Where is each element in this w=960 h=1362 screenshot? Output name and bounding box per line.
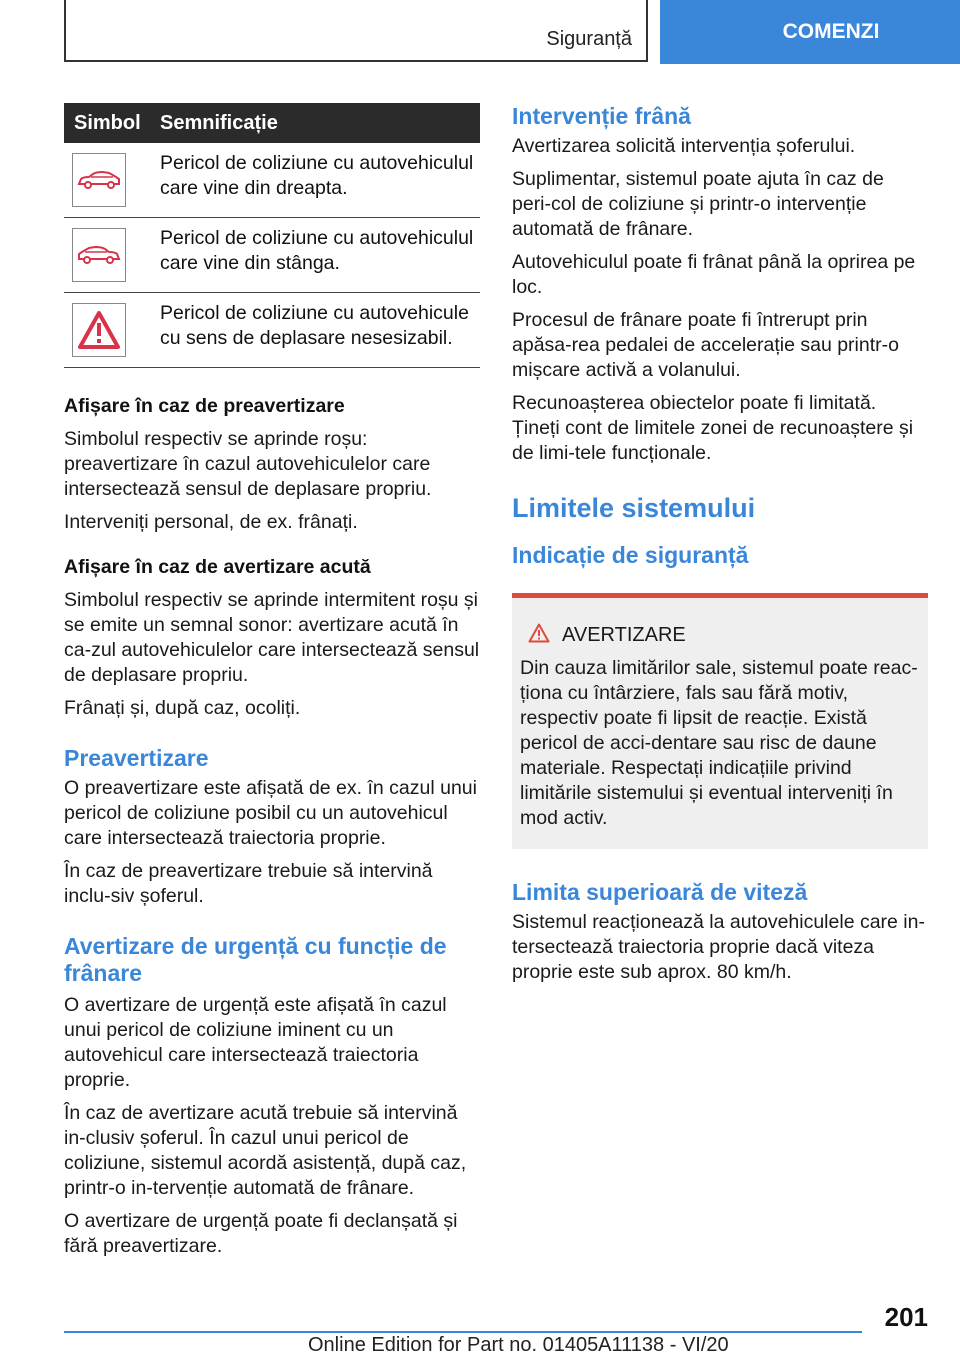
warning-triangle-icon <box>528 623 550 648</box>
paragraph: Frânați și, după caz, ocoliți. <box>64 697 301 719</box>
heading-brake-intervention: Intervenție frână <box>512 103 691 129</box>
header-frame <box>64 0 648 62</box>
row-text: Pericol de coliziune cu autovehiculul care vine din stânga. <box>160 218 480 293</box>
heading-speed-limit: Limita superioară de viteză <box>512 879 808 905</box>
paragraph: O avertizare de urgență este afișată în cazul unui pericol de coliziune iminent cu un autovehicul care intersectează traiectoria proprie. <box>64 994 447 1091</box>
section-title: Siguranță <box>546 28 632 50</box>
heading-emergency: Avertizare de urgență cu funcție de frânare <box>64 933 447 986</box>
paragraph: Procesul de frânare poate fi întrerupt prin apăsa-rea pedalei de accelerație sau printr-o mișcare activă a volanului. <box>512 309 899 381</box>
row-text: Pericol de coliziune cu autovehicule cu sens de deplasare nesesizabil. <box>160 293 480 368</box>
table-header <box>64 103 480 143</box>
table-row <box>64 293 480 368</box>
paragraph: Simbolul respectiv se aprinde intermitent roșu și se emite un semnal sonor: avertizare acută în ca-zul autovehiculelor care intersectează sensul de deplasare propriu. <box>64 589 480 686</box>
heading-prewarn-display: Afișare în caz de preavertizare <box>64 395 345 417</box>
table-row <box>64 143 480 218</box>
paragraph: Avertizarea solicită intervenția șoferului. <box>512 135 856 157</box>
paragraph: Autovehiculul poate fi frânat până la oprirea pe loc. <box>512 251 916 298</box>
paragraph: În caz de avertizare acută trebuie să intervină in-clusiv șoferul. În cazul unui pericol de coliziune, sistemul acordă asistență, după caz, printr-o in-tervenție automată de frânare. <box>64 1102 467 1199</box>
warning-title: AVERTIZARE <box>562 624 686 646</box>
col-meaning-header: Semnificație <box>160 103 480 143</box>
car-from-left-icon <box>72 228 126 282</box>
col-symbol-header: Simbol <box>64 103 160 143</box>
paragraph: O preavertizare este afișată de ex. în cazul unui pericol de coliziune posibil cu un autovehicul care intersectează traiectoria proprie. <box>64 777 477 849</box>
left-column <box>64 103 480 1259</box>
symbol-table <box>64 103 480 368</box>
paragraph: O avertizare de urgență poate fi declanșată și fără preavertizare. <box>64 1210 458 1257</box>
warning-triangle-icon <box>72 303 126 357</box>
footer-edition: Online Edition for Part no. 01405A11138 - VI/20 <box>308 1334 729 1356</box>
warning-text: Din cauza limitărilor sale, sistemul poate reac-ționa cu întârziere, fals sau fără motiv, respectiv poate fi lipsit de reacție. Există pericol de acci-dentare sau risc de daune materiale. Respectați indicațiile privind limitările sistemului și eventual interveniți în mod activ. <box>520 657 918 829</box>
tab-comenzi[interactable]: COMENZI <box>660 0 960 64</box>
footer-divider <box>64 1331 862 1333</box>
right-column <box>512 103 928 985</box>
heading-prewarning: Preavertizare <box>64 745 209 771</box>
row-text: Pericol de coliziune cu autovehiculul care vine din dreapta. <box>160 143 480 218</box>
heading-safety-note: Indicație de siguranță <box>512 542 749 568</box>
warning-box <box>512 593 928 849</box>
paragraph: Recunoașterea obiectelor poate fi limitată. Țineți cont de limitele zonei de recunoaștere și de limi-tele funcționale. <box>512 392 914 464</box>
paragraph: În caz de preavertizare trebuie să intervină inclu-siv șoferul. <box>64 860 433 907</box>
paragraph: Suplimentar, sistemul poate ajuta în caz de peri-col de coliziune și printr-o intervenție automată de frânare. <box>512 168 884 240</box>
table-row <box>64 218 480 293</box>
heading-acute-display: Afișare în caz de avertizare acută <box>64 556 371 578</box>
paragraph: Interveniți personal, de ex. frânați. <box>64 511 358 533</box>
paragraph: Simbolul respectiv se aprinde roșu: preavertizare în cazul autovehiculelor care intersectează sensul de deplasare propriu. <box>64 428 432 500</box>
paragraph: Sistemul reacționează la autovehiculele care in-tersectează traiectoria proprie dacă viteza proprie este sub aprox. 80 km/h. <box>512 911 925 983</box>
page-number: 201 <box>884 1302 928 1332</box>
car-from-right-icon <box>72 153 126 207</box>
heading-system-limits: Limitele sistemului <box>512 493 756 523</box>
